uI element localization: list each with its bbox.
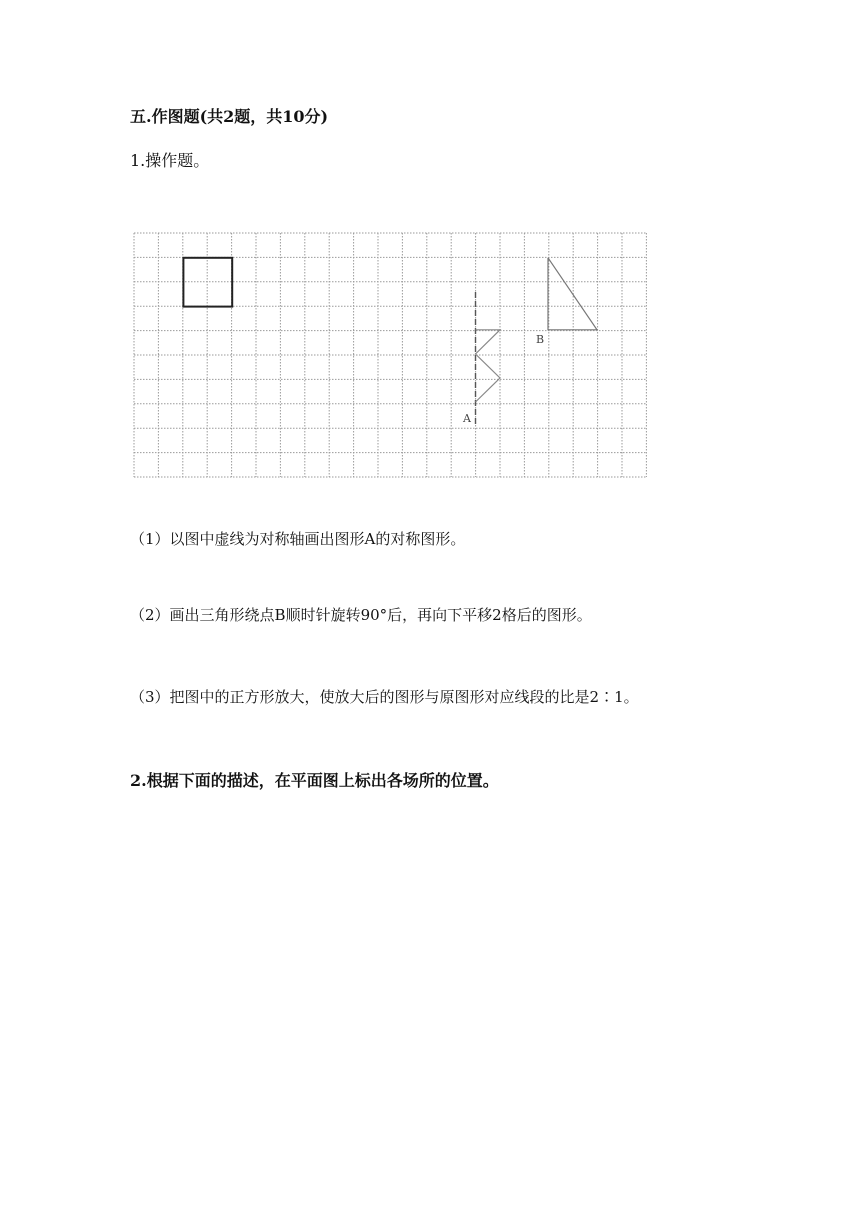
point-a-label: A — [463, 412, 471, 425]
section-title: 五.作图题(共2题，共10分) — [130, 107, 329, 126]
question-1-sub-1: （1）以图中虚线为对称轴画出图形A的对称图形。 — [130, 530, 466, 548]
question-1-sub-2: （2）画出三角形绕点B顺时针旋转90°后，再向下平移2格后的图形。 — [130, 606, 592, 624]
point-b-label: B — [536, 333, 545, 346]
grid-figure — [130, 230, 650, 482]
grid-lines — [134, 233, 646, 477]
triangle-shape — [548, 258, 597, 330]
question-2-title: 2.根据下面的描述，在平面图上标出各场所的位置。 — [130, 771, 499, 790]
question-1-title: 1.操作题。 — [130, 151, 210, 170]
figure-a-shape — [476, 330, 501, 402]
question-1-sub-3: （3）把图中的正方形放大，使放大后的图形与原图形对应线段的比是2∶1。 — [130, 688, 639, 706]
